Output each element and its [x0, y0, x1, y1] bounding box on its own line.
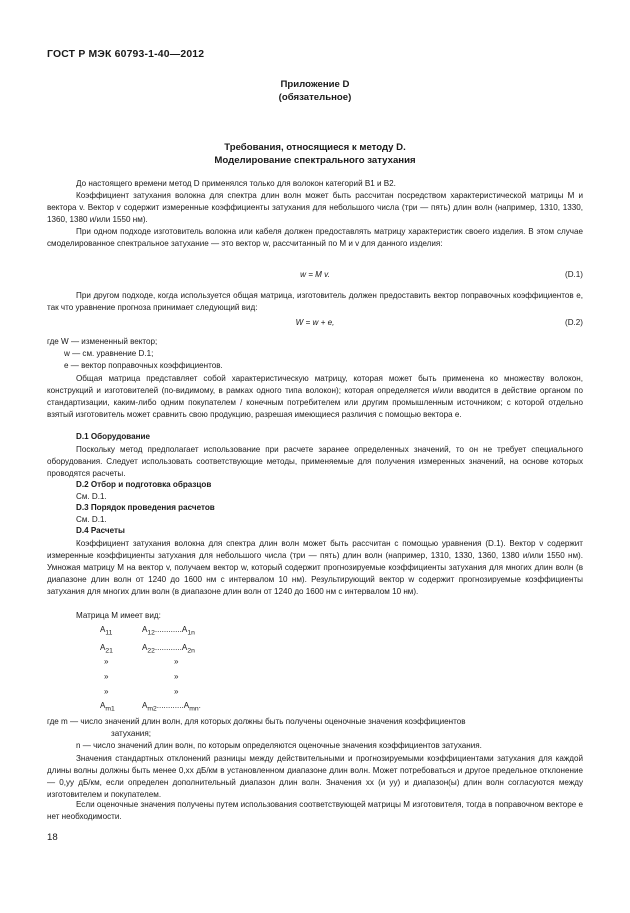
legend-line-1: где W — измененный вектор;	[47, 337, 158, 346]
matrix-cell: $A_{21}$	[100, 643, 113, 655]
paragraph-6: Значения стандартных отклонений разницы между действительными и прогнозируемыми коэффициентами затухания для каждой длины волны должны быть менее 0,xx дБ/км в установленном диапазоне длин волн. Может потребоваться и другое предельное отклонение — 0,yy дБ/км, если определен дополнительный диапазон длин волн. Значения xx (и yy) и диапазон(ы) длин волн согласуются между изготовителем и покупателем.	[47, 754, 583, 799]
heading-line-2: Моделирование спектрального затухания	[214, 155, 416, 166]
matrix-cell: $A_{11}$	[100, 625, 113, 637]
paragraph-4: При другом подходе, когда используется общая матрица, изготовитель должен предоставить вектор поправочных коэффициентов e, так что уравнение прогноза принимает следующий вид:	[47, 291, 583, 312]
section-d2-title: D.2 Отбор и подготовка образцов	[76, 480, 212, 489]
matrix-row-2	[100, 643, 195, 655]
matrix-ditto-row: » »	[104, 657, 179, 666]
definition-m: где m — число значений длин волн, для которых должны быть получены оценочные значения коэффициентов	[47, 717, 466, 726]
paragraph-1: До настоящего времени метод D применялся только для волокон категорий В1 и В2.	[76, 179, 396, 188]
legend-line-3: e — вектор поправочных коэффициентов.	[64, 361, 223, 370]
section-d3-text: См. D.1.	[76, 515, 107, 524]
matrix-cell: $A_{12}............A_{1n}$	[142, 625, 195, 637]
paragraph-5: Общая матрица представляет собой характеристическую матрицу, которая может быть применена ко множеству волокон, конструкций и изготовителей (по-видимому, в рамках одного типа волокон); которая определяется и/или вводится в действие органом по стандартизации, каким-либо одним покупателем / конечным потребителем или другим промышленным источником; с которой отдельно взятый изготовитель может сравнить свою продукцию, разрешая имеющиеся различия с помощью вектора e.	[47, 374, 583, 419]
section-d4-text: Коэффициент затухания волокна для спектра длин волн может быть рассчитан с помощью уравнения (D.1). Вектор v содержит измеренные коэффициенты затухания для небольшого числа (три — пять) длин волн (например, 1310, 1330, 1360, 1380 и/или 1550 нм). Умножая матрицу M на вектор v, получаем вектор w, который содержит прогнозируемые коэффициенты затухания для многих длин волн (в диапазоне длин волн от 1240 до 1600 нм с интервалом 10 нм). Результирующий вектор w содержит прогнозируемые коэффициенты затухания для многих длин волн (в диапазоне длин волн от 1240 до 1600 нм с интервалом 10 нм).	[47, 539, 583, 596]
section-d2-text: См. D.1.	[76, 492, 107, 501]
matrix-cell: $A_{m1}$	[100, 701, 115, 713]
matrix-ditto-row: » »	[104, 687, 179, 696]
definition-m-cont: затухания;	[111, 729, 151, 738]
paragraph-7: Если оценочные значения получены путем использования соответствующей матрицы M изготовителя, тогда в поправочном векторе e нет необходимости.	[47, 800, 583, 821]
section-d3-title: D.3 Порядок проведения расчетов	[76, 503, 215, 512]
matrix-ditto-row: » »	[104, 672, 179, 681]
formula-d2-number: (D.2)	[565, 318, 583, 327]
annex-title: Приложение D	[280, 79, 350, 90]
heading-line-1: Требования, относящиеся к методу D.	[224, 142, 406, 153]
legend-line-2: w — см. уравнение D.1;	[64, 349, 154, 358]
annex-note: (обязательное)	[278, 92, 352, 103]
matrix-row-1	[100, 625, 195, 637]
matrix-intro: Матрица M имеет вид:	[76, 611, 161, 620]
page-number: 18	[47, 832, 58, 843]
matrix-row-m	[100, 701, 201, 713]
paragraph-3: При одном подходе изготовитель волокна или кабеля должен предоставлять матрицу характеристик своего изделия. В этом случае смоделированное спектральное затухание — это вектор w, рассчитанный по M и v для данного изделия:	[47, 227, 583, 248]
section-d1-title: D.1 Оборудование	[76, 432, 151, 441]
formula-d1-number: (D.1)	[565, 270, 583, 279]
formula-d1-expression: w = M v.	[300, 270, 330, 279]
matrix-cell: $A_{22}............A_{2n}$	[142, 643, 195, 655]
section-d1-text: Поскольку метод предполагает использование при расчете заранее определенных значений, то он не требует специального оборудования. Следует использовать соответствующие методы, применяемые для получения измеренных значений, на основе которых проводятся расчеты.	[47, 445, 583, 478]
section-d4-title: D.4 Расчеты	[76, 526, 125, 535]
formula-d2-expression: W = w + e,	[295, 318, 335, 327]
matrix-cell: $A_{m2}............A_{mn}$.	[142, 701, 201, 713]
standard-header: ГОСТ Р МЭК 60793-1-40—2012	[47, 49, 205, 60]
paragraph-2: Коэффициент затухания волокна для спектра длин волн может быть рассчитан посредством характеристической матрицы M и вектора v. Вектор v содержит измеренные коэффициенты затухания для небольшого числа (три — пять) длин волн (например, 1310, 1330, 1360, 1380 и/или 1550 нм).	[47, 191, 583, 224]
definition-n: n — число значений длин волн, по которым определяются оценочные значения коэффициентов затухания.	[76, 741, 482, 750]
